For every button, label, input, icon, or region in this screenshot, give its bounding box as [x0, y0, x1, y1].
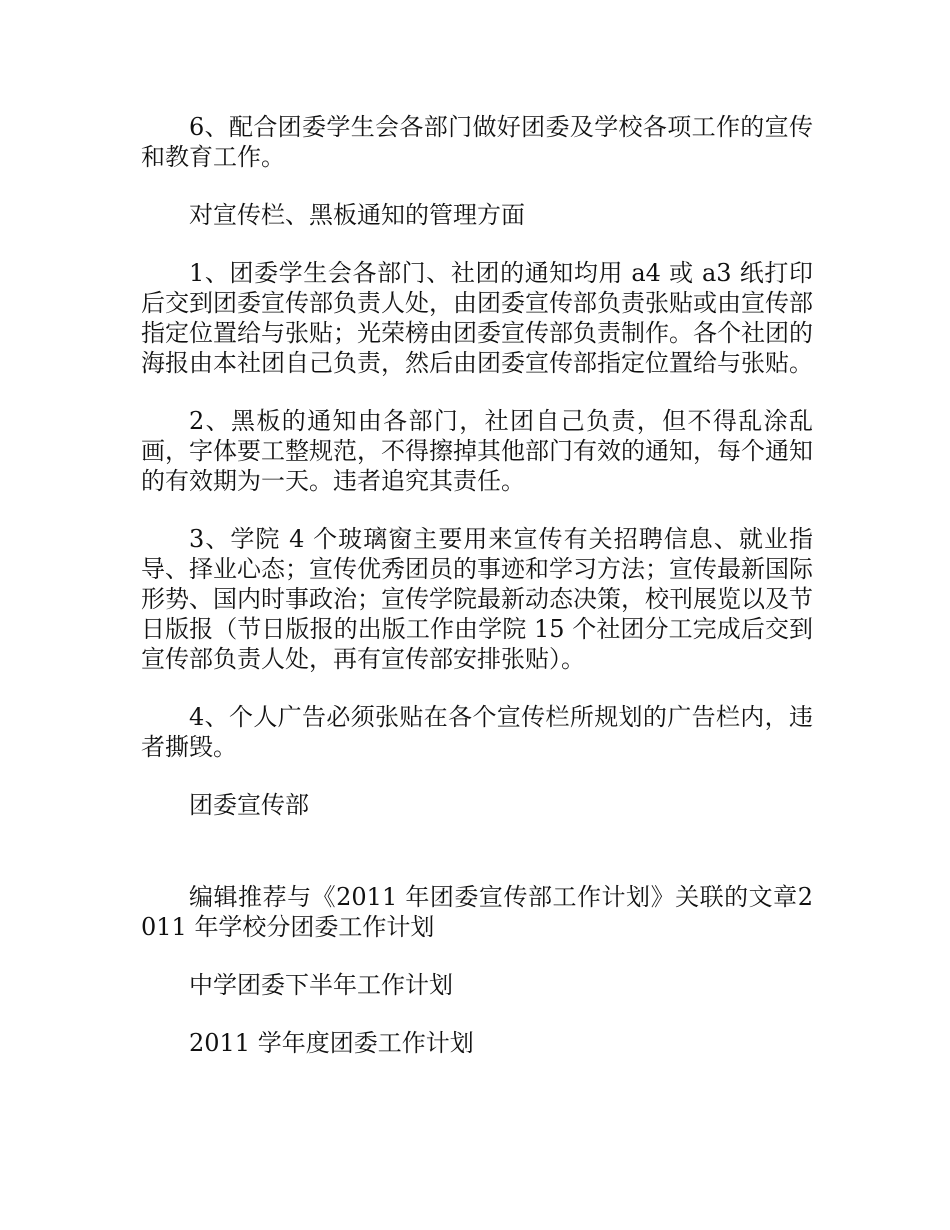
spacer	[141, 820, 813, 882]
related-link-3[interactable]: 2011 学年度团委工作计划	[189, 1029, 474, 1057]
paragraph-rule-3: 3、学院 4 个玻璃窗主要用来宣传有关招聘信息、就业指导、择业心态；宣传优秀团员的事迹和学习方法；宣传最新国际形势、国内时事政治；宣传学院最新动态决策，校刊展览以及节日版报（节日版报的出版工作由学院 15 个社团分工完成后交到宣传部负责人处，再有宣传部安排张贴）。	[141, 525, 813, 673]
related-articles-heading: 编辑推荐与《2011 年团委宣传部工作计划》关联的文章2011 年学校分团委工作计划	[141, 883, 813, 941]
document-body	[141, 112, 813, 1086]
paragraph-rule-2: 2、黑板的通知由各部门，社团自己负责，但不得乱涂乱画，字体要工整规范，不得擦掉其他部门有效的通知，每个通知的有效期为一天。违者追究其责任。	[141, 407, 813, 495]
paragraph-rule-1: 1、团委学生会各部门、社团的通知均用 a4 或 a3 纸打印后交到团委宣传部负责人处，由团委宣传部负责张贴或由宣传部指定位置给与张贴；光荣榜由团委宣传部负责制作。各个社团的海报由本社团自己负责，然后由团委宣传部指定位置给与张贴。	[141, 259, 813, 377]
paragraph-rule-4: 4、个人广告必须张贴在各个宣传栏所规划的广告栏内，违者撕毁。	[141, 703, 813, 761]
signature-department: 团委宣传部	[189, 791, 309, 819]
related-link-2[interactable]: 中学团委下半年工作计划	[189, 971, 453, 999]
spacer	[141, 942, 813, 970]
related-link-1[interactable]: 2011 年学校分团委工作计划	[141, 883, 813, 941]
paragraph-item-6: 6、配合团委学生会各部门做好团委及学校各项工作的宣传和教育工作。	[141, 113, 813, 171]
section-heading-bulletin-management: 对宣传栏、黑板通知的管理方面	[189, 201, 525, 229]
